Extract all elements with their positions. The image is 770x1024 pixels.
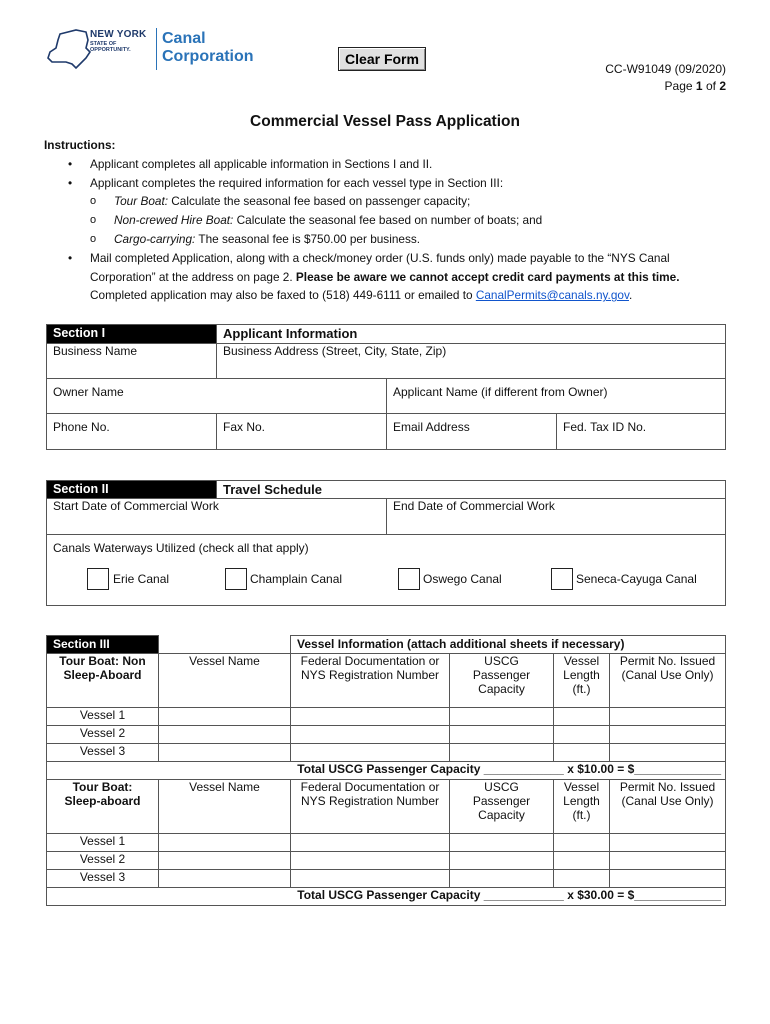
oswego-canal-label: Oswego Canal	[423, 572, 502, 586]
permit-no-header: Permit No. Issued (Canal Use Only)	[610, 780, 726, 834]
uscg-capacity-header: USCG Passenger Capacity	[450, 654, 554, 708]
vessel-row-label: Vessel 3	[47, 744, 159, 762]
logo-canal-corporation: Canal Corporation	[162, 30, 254, 65]
section-2-table	[46, 480, 726, 606]
vessel-row-label: Vessel 1	[47, 708, 159, 726]
instruction-subitem: o Tour Boat: Calculate the seasonal fee based on passenger capacity;	[44, 192, 734, 211]
permit-no-input[interactable]	[610, 852, 726, 870]
section-1-label: Section I	[47, 325, 217, 344]
total-capacity-line-1[interactable]: Total USCG Passenger Capacity ____________ x $10.00 = $_____________	[47, 762, 726, 780]
instructions	[44, 136, 734, 305]
seneca-cayuga-canal-checkbox[interactable]	[551, 568, 573, 590]
permit-no-input[interactable]	[610, 744, 726, 762]
owner-name-field[interactable]: Owner Name	[47, 379, 387, 414]
uscg-capacity-input[interactable]	[450, 708, 554, 726]
section-3-label: Section III	[47, 636, 159, 654]
fed-doc-header: Federal Documentation or NYS Registration Number	[291, 780, 450, 834]
fed-doc-header: Federal Documentation or NYS Registration Number	[291, 654, 450, 708]
permit-no-input[interactable]	[610, 708, 726, 726]
vessel-length-input[interactable]	[554, 852, 610, 870]
permit-no-header: Permit No. Issued (Canal Use Only)	[610, 654, 726, 708]
form-identifier	[605, 61, 726, 95]
fed-doc-input[interactable]	[291, 870, 450, 888]
fed-doc-input[interactable]	[291, 834, 450, 852]
business-address-field[interactable]: Business Address (Street, City, State, Zip)	[217, 344, 726, 379]
vessel-row-label: Vessel 1	[47, 834, 159, 852]
phone-field[interactable]: Phone No.	[47, 414, 217, 450]
instructions-heading: Instructions:	[44, 138, 116, 152]
email-link[interactable]: CanalPermits@canals.ny.gov	[475, 288, 629, 303]
vessel-name-input[interactable]	[159, 870, 291, 888]
vessel-length-input[interactable]	[554, 744, 610, 762]
section-3-title: Vessel Information (attach additional sheets if necessary)	[291, 636, 726, 654]
email-field[interactable]: Email Address	[387, 414, 557, 450]
vessel-length-input[interactable]	[554, 870, 610, 888]
new-york-state-map-icon	[46, 28, 92, 72]
fax-field[interactable]: Fax No.	[217, 414, 387, 450]
vessel-length-header: Vessel Length (ft.)	[554, 654, 610, 708]
clear-form-button[interactable]: Clear Form	[338, 47, 426, 71]
vessel-name-input[interactable]	[159, 726, 291, 744]
section-2-label: Section II	[47, 481, 217, 499]
instruction-item: • Mail completed Application, along with a check/money order (U.S. funds only) made payable to the “NYS Canal Corporation” at the address on page 2. Please be aware we cannot accept credit card payments at this time. Completed application may also be faxed to (518) 449-6111 or emailed to CanalPermits@canals.ny.gov.	[44, 249, 734, 305]
uscg-capacity-input[interactable]	[450, 744, 554, 762]
section-3-table	[46, 635, 726, 906]
canals-utilized-cell	[47, 535, 726, 606]
permit-no-input[interactable]	[610, 834, 726, 852]
fed-doc-input[interactable]	[291, 726, 450, 744]
logo-state-of-opportunity: STATE OF OPPORTUNITY.	[90, 41, 131, 53]
vessel-row-label: Vessel 2	[47, 726, 159, 744]
fed-doc-input[interactable]	[291, 708, 450, 726]
erie-canal-label: Erie Canal	[113, 572, 170, 586]
vessel-length-input[interactable]	[554, 834, 610, 852]
fed-doc-input[interactable]	[291, 744, 450, 762]
instruction-subitem: o Cargo-carrying: The seasonal fee is $750.00 per business.	[44, 230, 734, 249]
vessel-length-input[interactable]	[554, 726, 610, 744]
instruction-subitem: o Non-crewed Hire Boat: Calculate the seasonal fee based on number of boats; and	[44, 211, 734, 230]
start-date-field[interactable]: Start Date of Commercial Work	[47, 499, 387, 535]
page-indicator: Page 1 of 2	[664, 79, 726, 93]
vessel-length-header: Vessel Length (ft.)	[554, 780, 610, 834]
vessel-name-input[interactable]	[159, 834, 291, 852]
vessel-row-label: Vessel 3	[47, 870, 159, 888]
vessel-name-input[interactable]	[159, 852, 291, 870]
page-title: Commercial Vessel Pass Application	[250, 113, 520, 130]
logo-divider	[156, 28, 157, 70]
tour-boat-non-sleep-header: Tour Boat: Non Sleep-Aboard	[47, 654, 159, 708]
uscg-capacity-header: USCG Passenger Capacity	[450, 780, 554, 834]
canal-corporation-logo	[46, 26, 262, 76]
seneca-cayuga-canal-label: Seneca-Cayuga Canal	[576, 572, 697, 586]
section-1-title: Applicant Information	[217, 325, 726, 344]
section-2-title: Travel Schedule	[217, 481, 726, 499]
total-capacity-line-2[interactable]: Total USCG Passenger Capacity ____________ x $30.00 = $_____________	[47, 888, 726, 906]
vessel-row-label: Vessel 2	[47, 852, 159, 870]
canals-utilized-label: Canals Waterways Utilized (check all that apply)	[53, 541, 309, 555]
champlain-canal-label: Champlain Canal	[250, 572, 343, 586]
end-date-field[interactable]: End Date of Commercial Work	[387, 499, 726, 535]
vessel-name-input[interactable]	[159, 708, 291, 726]
tax-id-field[interactable]: Fed. Tax ID No.	[557, 414, 726, 450]
vessel-name-header: Vessel Name	[159, 780, 291, 834]
champlain-canal-checkbox[interactable]	[225, 568, 247, 590]
uscg-capacity-input[interactable]	[450, 852, 554, 870]
permit-no-input[interactable]	[610, 870, 726, 888]
oswego-canal-checkbox[interactable]	[398, 568, 420, 590]
vessel-name-header: Vessel Name	[159, 654, 291, 708]
form-number: CC-W91049 (09/2020)	[605, 62, 726, 76]
fed-doc-input[interactable]	[291, 852, 450, 870]
tour-boat-sleep-header: Tour Boat: Sleep-aboard	[47, 780, 159, 834]
uscg-capacity-input[interactable]	[450, 726, 554, 744]
uscg-capacity-input[interactable]	[450, 834, 554, 852]
applicant-name-field[interactable]: Applicant Name (if different from Owner)	[387, 379, 726, 414]
permit-no-input[interactable]	[610, 726, 726, 744]
instruction-item: • Applicant completes all applicable information in Sections I and II.	[44, 155, 734, 174]
uscg-capacity-input[interactable]	[450, 870, 554, 888]
erie-canal-checkbox[interactable]	[87, 568, 109, 590]
logo-new-york: NEW YORK	[90, 29, 147, 40]
instruction-item: • Applicant completes the required information for each vessel type in Section III:	[44, 174, 734, 193]
vessel-length-input[interactable]	[554, 708, 610, 726]
section-1-table	[46, 324, 726, 450]
business-name-field[interactable]: Business Name	[47, 344, 217, 379]
vessel-name-input[interactable]	[159, 744, 291, 762]
